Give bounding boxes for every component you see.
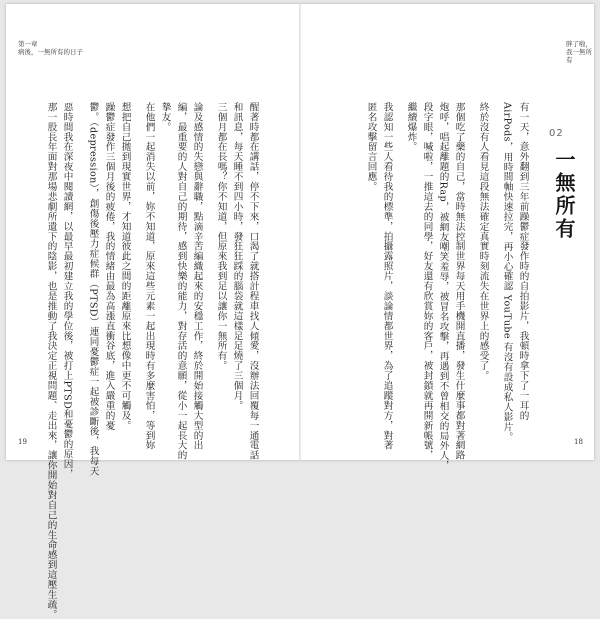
right-running-header [566, 40, 594, 64]
left-column-2: 惡時間我在深夜中閱讀網，以最早最初建立我的學位後，被打上PTSD和憂鬱的原因， [61, 102, 73, 479]
right-column-9: 匿名攻擊留言回應。 [365, 102, 377, 192]
right-column-1: 有一天，意外翻到三年前躁鬱症發作時的自拍影片，我頓時拿下了一耳的 [517, 102, 529, 421]
left-column-3: 鬱。（depression），創傷後壓力症候群（PTSD）連同憂鬱症一起被診斷後，我每天 [87, 102, 99, 477]
left-column-1: 那一股長年面對那場悲劇所遺下的陰影，也是推動了我決定正視問題、走出來，讓你開始對自己的生命感到這壓生疏。 [45, 102, 57, 619]
section-number: 02 [549, 128, 564, 139]
left-header-chapter: 第一章 [18, 40, 38, 48]
left-column-11: 和訊息，每天睡不到四小時，發狂狂踩的腦袋就這樣足足燒了三個月。 [231, 102, 243, 411]
right-column-8: 我認知一些人看待我的標準，拍攝露照片，談論情都世界，為了追蹤對方，對著 [381, 102, 393, 451]
right-header-subtitle: 我一無所有 [566, 48, 592, 65]
left-column-4: 躁鬱症發作三個月後的疲倦，我的情緒由最為高漲直衝谷底，進入嚴重的憂 [103, 102, 115, 431]
section-title: 一無所有 [552, 149, 576, 241]
book-gutter [299, 4, 301, 460]
right-column-2: AirPods，用時間軸快速拉完，再小心確認 YouTube 有沒有設成私人影片。 [501, 102, 513, 442]
left-header-subtitle: 病後，一無所有的日子 [18, 48, 83, 57]
left-page-number: 19 [18, 438, 27, 446]
left-running-header [18, 40, 83, 56]
right-header-title: 胖了啦， [566, 40, 592, 48]
right-column-4: 那個吃了藥的自己，當時無法控制世界每天用手機開直播，發生什麼事都對著網路 [453, 102, 465, 461]
right-page-number: 18 [574, 438, 583, 446]
left-column-12: 醒著時都在講話，停不下來，口渴了就搭計程車找人傾愛，沒辦法回覆每一通電話 [247, 102, 259, 461]
left-column-10: 三個月都在長嗎？你不知道，但原來我到足以讓你一無所有。 [215, 102, 227, 371]
left-column-8: 編，最重要的人對自己的期待，感到快樂的能力，對存活的意願，從小一起長大的 [175, 102, 187, 461]
right-column-7: 繼續爆炸。 [405, 102, 417, 152]
left-column-7: 摯友。 [159, 102, 171, 132]
left-column-5: 想把自己拋到現實世界，才知道彼此之間的距離原來比想像中更不可觸及。 [119, 102, 131, 431]
left-column-6: 在他們一起消失以前，妳不知道，原來這些元素一起出現時有多麼害怕，等到妳 [143, 102, 155, 451]
left-column-9: 論及感情的失戀與辭職，點滴辛苦編織起來的安穩工作，終於開始接觸大型的出 [191, 102, 203, 451]
right-column-5: 炮呼，唱起離題的Rap，被網友嘲笑羞辱，被冒名攻擊，再遇到不曾相交的局外人， [437, 102, 449, 471]
right-column-6: 段字眼，喊啦，一推這去的同學，好友還有欣賞妳的客戶，被封鎖就再開新帳號， [421, 102, 433, 461]
right-column-3: 終於沒有人看見這段無法確定真實時刻流失在世界上的感受了。 [477, 102, 489, 381]
book-spread [6, 4, 594, 619]
